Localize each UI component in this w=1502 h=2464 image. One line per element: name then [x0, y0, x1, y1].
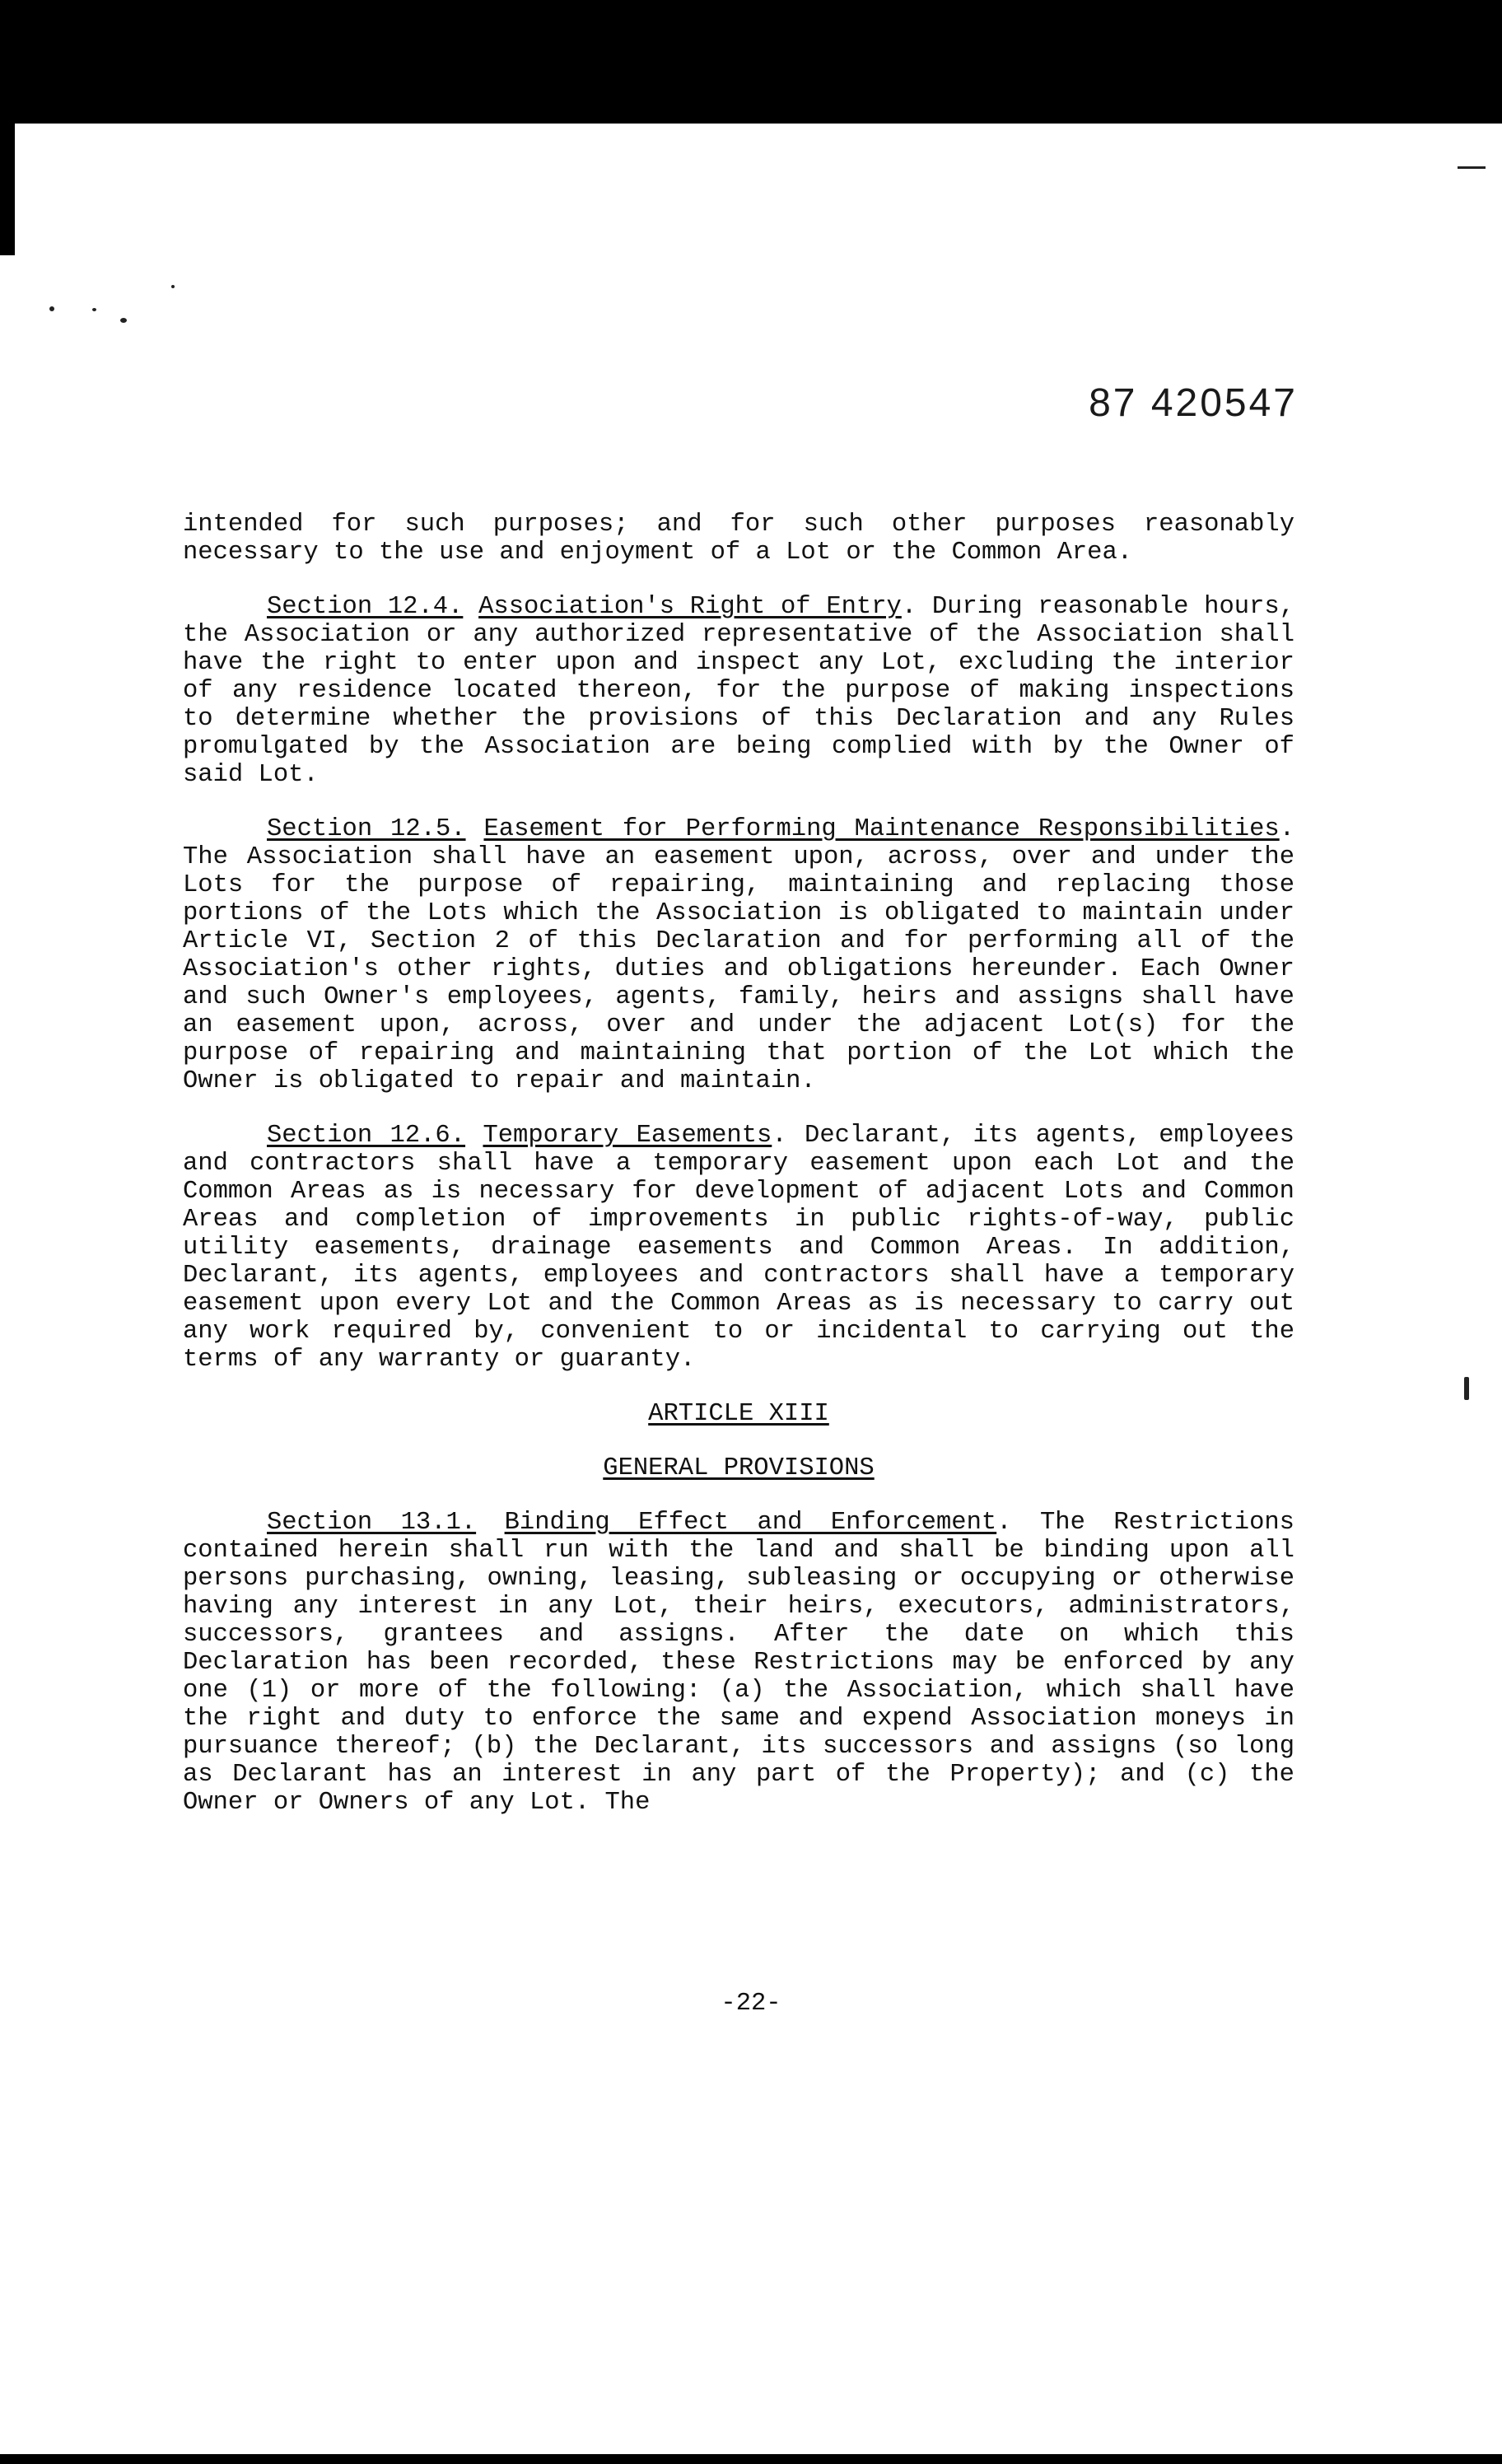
section-number: Section 12.6.: [267, 1122, 466, 1150]
section-body: . Declarant, its agents, employees and contractors shall have a temporary easement upon each Lot and the Common Areas as is necessary for development of adjacent Lots and Common Areas and completion of improvements in public rights-of-way, public utility easements, drainage easements and Common Areas. In addition, Declarant, its agents, employees and contractors shall have a temporary easement upon every Lot and the Common Areas as is necessary to carry out any work required by, convenient to or incidental to carrying out the terms of any warranty or guaranty.: [183, 1122, 1294, 1374]
section-body: . The Association shall have an easement upon, across, over and under the Lots for the purpose of repairing, maintaining and replacing those portions of the Lots which the Association is obligated to maintain under Article VI, Section 2 of this Declaration and for performing all of the Association's other rights, duties and obligations hereunder. Each Owner and such Owner's employees, agents, family, heirs and assigns shall have an easement upon, across, over and under the adjacent Lot(s) for the purpose of repairing and maintaining that portion of the Lot which the Owner is obligated to repair and maintain.: [183, 815, 1294, 1095]
section-12-5: [183, 815, 1294, 1095]
scan-mark: [1458, 166, 1486, 169]
document-body: [183, 511, 1294, 1843]
scan-speck: [120, 318, 127, 323]
section-body: . During reasonable hours, the Association or any authorized representative of the Association shall have the right to enter upon and inspect any Lot, excluding the interior of any residence located thereon, for the purpose of making inspections to determine whether the provisions of this Declaration and any Rules promulgated by the Association are being complied with by the Owner of said Lot.: [183, 593, 1294, 789]
section-number: Section 13.1.: [267, 1509, 477, 1537]
section-12-4: [183, 593, 1294, 789]
scan-speck: [49, 306, 54, 311]
section-12-6: [183, 1122, 1294, 1374]
article-heading: ARTICLE XIII: [648, 1400, 829, 1428]
section-title: Temporary Easements: [483, 1122, 772, 1150]
section-title: Association's Right of Entry: [478, 593, 902, 621]
section-body: . The Restrictions contained herein shall run with the land and shall be binding upon all persons purchasing, owning, leasing, subleasing or occupying or otherwise having any interest in any Lot, their heirs, executors, administrators, successors, grantees and assigns. After the date on which this Declaration has been recorded, these Restrictions may be enforced by any one (1) or more of the following: (a) the Association, which shall have the right and duty to enforce the same and expend Association moneys in pursuance thereof; (b) the Declarant, its successors and assigns (so long as Declarant has an interest in any part of the Property); and (c) the Owner or Owners of any Lot. The: [183, 1509, 1294, 1817]
section-title: Binding Effect and Enforcement: [504, 1509, 997, 1537]
intro-paragraph: intended for such purposes; and for such other purposes reasonably necessary to the use and enjoyment of a Lot or the Common Area.: [183, 511, 1294, 567]
section-number: Section 12.4.: [267, 593, 464, 621]
scan-border-top: [0, 0, 1502, 124]
scan-speck: [92, 308, 96, 311]
article-subheading: GENERAL PROVISIONS: [603, 1454, 875, 1482]
document-number: 87 420547: [1089, 381, 1298, 425]
section-13-1: [183, 1509, 1294, 1817]
scan-speck: [1464, 1377, 1469, 1400]
scan-speck: [171, 285, 175, 288]
section-number: Section 12.5.: [267, 815, 466, 843]
scan-border-bottom: [0, 2454, 1502, 2464]
page-number: -22-: [721, 1990, 781, 2018]
scan-border-left: [0, 124, 15, 255]
section-title: Easement for Performing Maintenance Responsibilities: [483, 815, 1280, 843]
